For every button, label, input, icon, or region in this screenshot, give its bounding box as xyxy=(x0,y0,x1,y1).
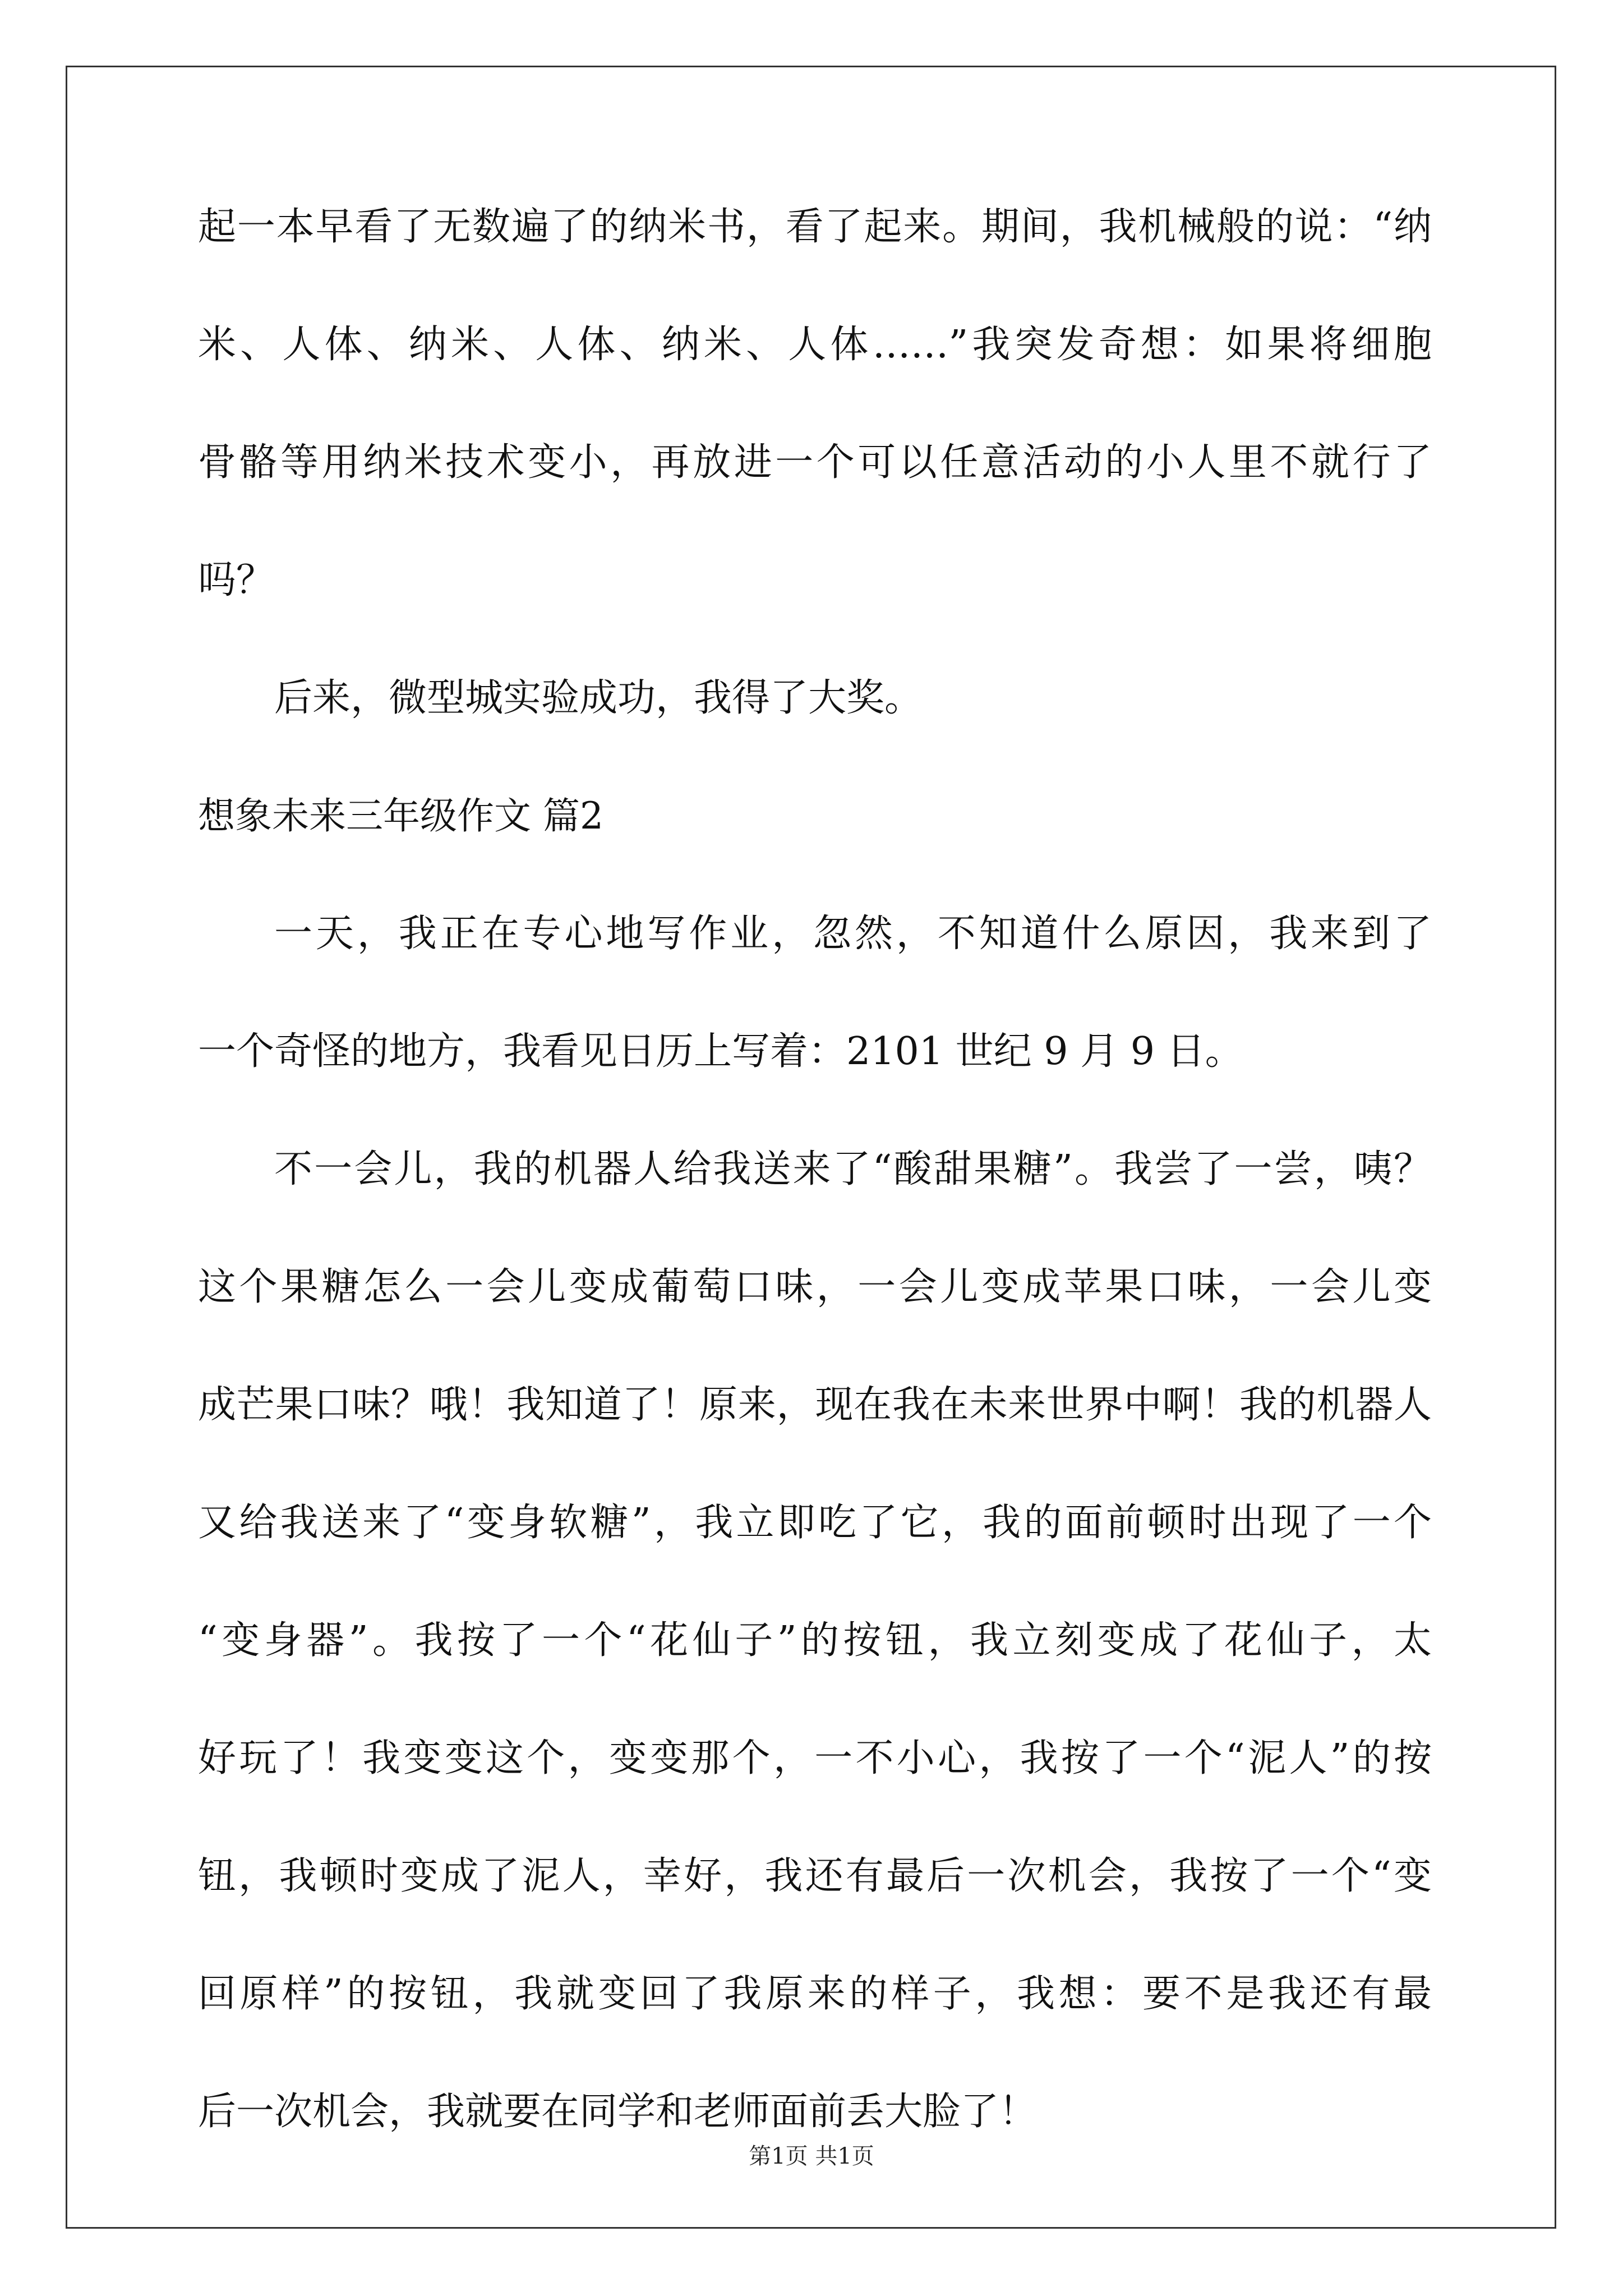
text-line: “变身器”。我按了一个“花仙子”的按钮，我立刻变成了花仙子，太 xyxy=(198,1618,1432,1663)
text-line: 回原样”的按钮，我就变回了我原来的样子，我想：要不是我还有最 xyxy=(198,1972,1432,2016)
section-heading: 想象未来三年级作文 篇2 xyxy=(198,794,603,838)
text-line: 成芒果口味？哦！我知道了！原来，现在我在未来世界中啊！我的机器人 xyxy=(198,1383,1432,1427)
text-line: 钮，我顿时变成了泥人，幸好，我还有最后一次机会，我按了一个“变 xyxy=(198,1854,1432,1898)
text-line: 不一会儿，我的机器人给我送来了“酸甜果糖”。我尝了一尝，咦？ xyxy=(274,1147,1432,1191)
text-line: 一个奇怪的地方，我看见日历上写着：2101 世纪 9 月 9 日。 xyxy=(198,1029,1243,1074)
text-line: 后一次机会，我就要在同学和老师面前丢大脸了！ xyxy=(198,2090,1038,2134)
text-line: 好玩了！我变变这个，变变那个，一不小心，我按了一个“泥人”的按 xyxy=(198,1736,1432,1780)
text-line: 一天，我正在专心地写作业，忽然，不知道什么原因，我来到了 xyxy=(274,912,1432,956)
page-number: 第1页 共1页 xyxy=(749,2143,874,2169)
text-line: 米、人体、纳米、人体、纳米、人体……”我突发奇想：如果将细胞 xyxy=(198,323,1432,367)
text-line: 骨骼等用纳米技术变小，再放进一个可以任意活动的小人里不就行了 xyxy=(198,440,1432,485)
text-line: 吗？ xyxy=(198,558,275,602)
text-line: 起一本早看了无数遍了的纳米书，看了起来。期间，我机械般的说：“纳 xyxy=(198,205,1432,249)
text-line: 又给我送来了“变身软糖”，我立即吃了它，我的面前顿时出现了一个 xyxy=(198,1501,1432,1545)
text-line: 这个果糖怎么一会儿变成葡萄口味，一会儿变成苹果口味，一会儿变 xyxy=(198,1265,1432,1309)
text-line: 后来，微型城实验成功，我得了大奖。 xyxy=(274,676,923,720)
